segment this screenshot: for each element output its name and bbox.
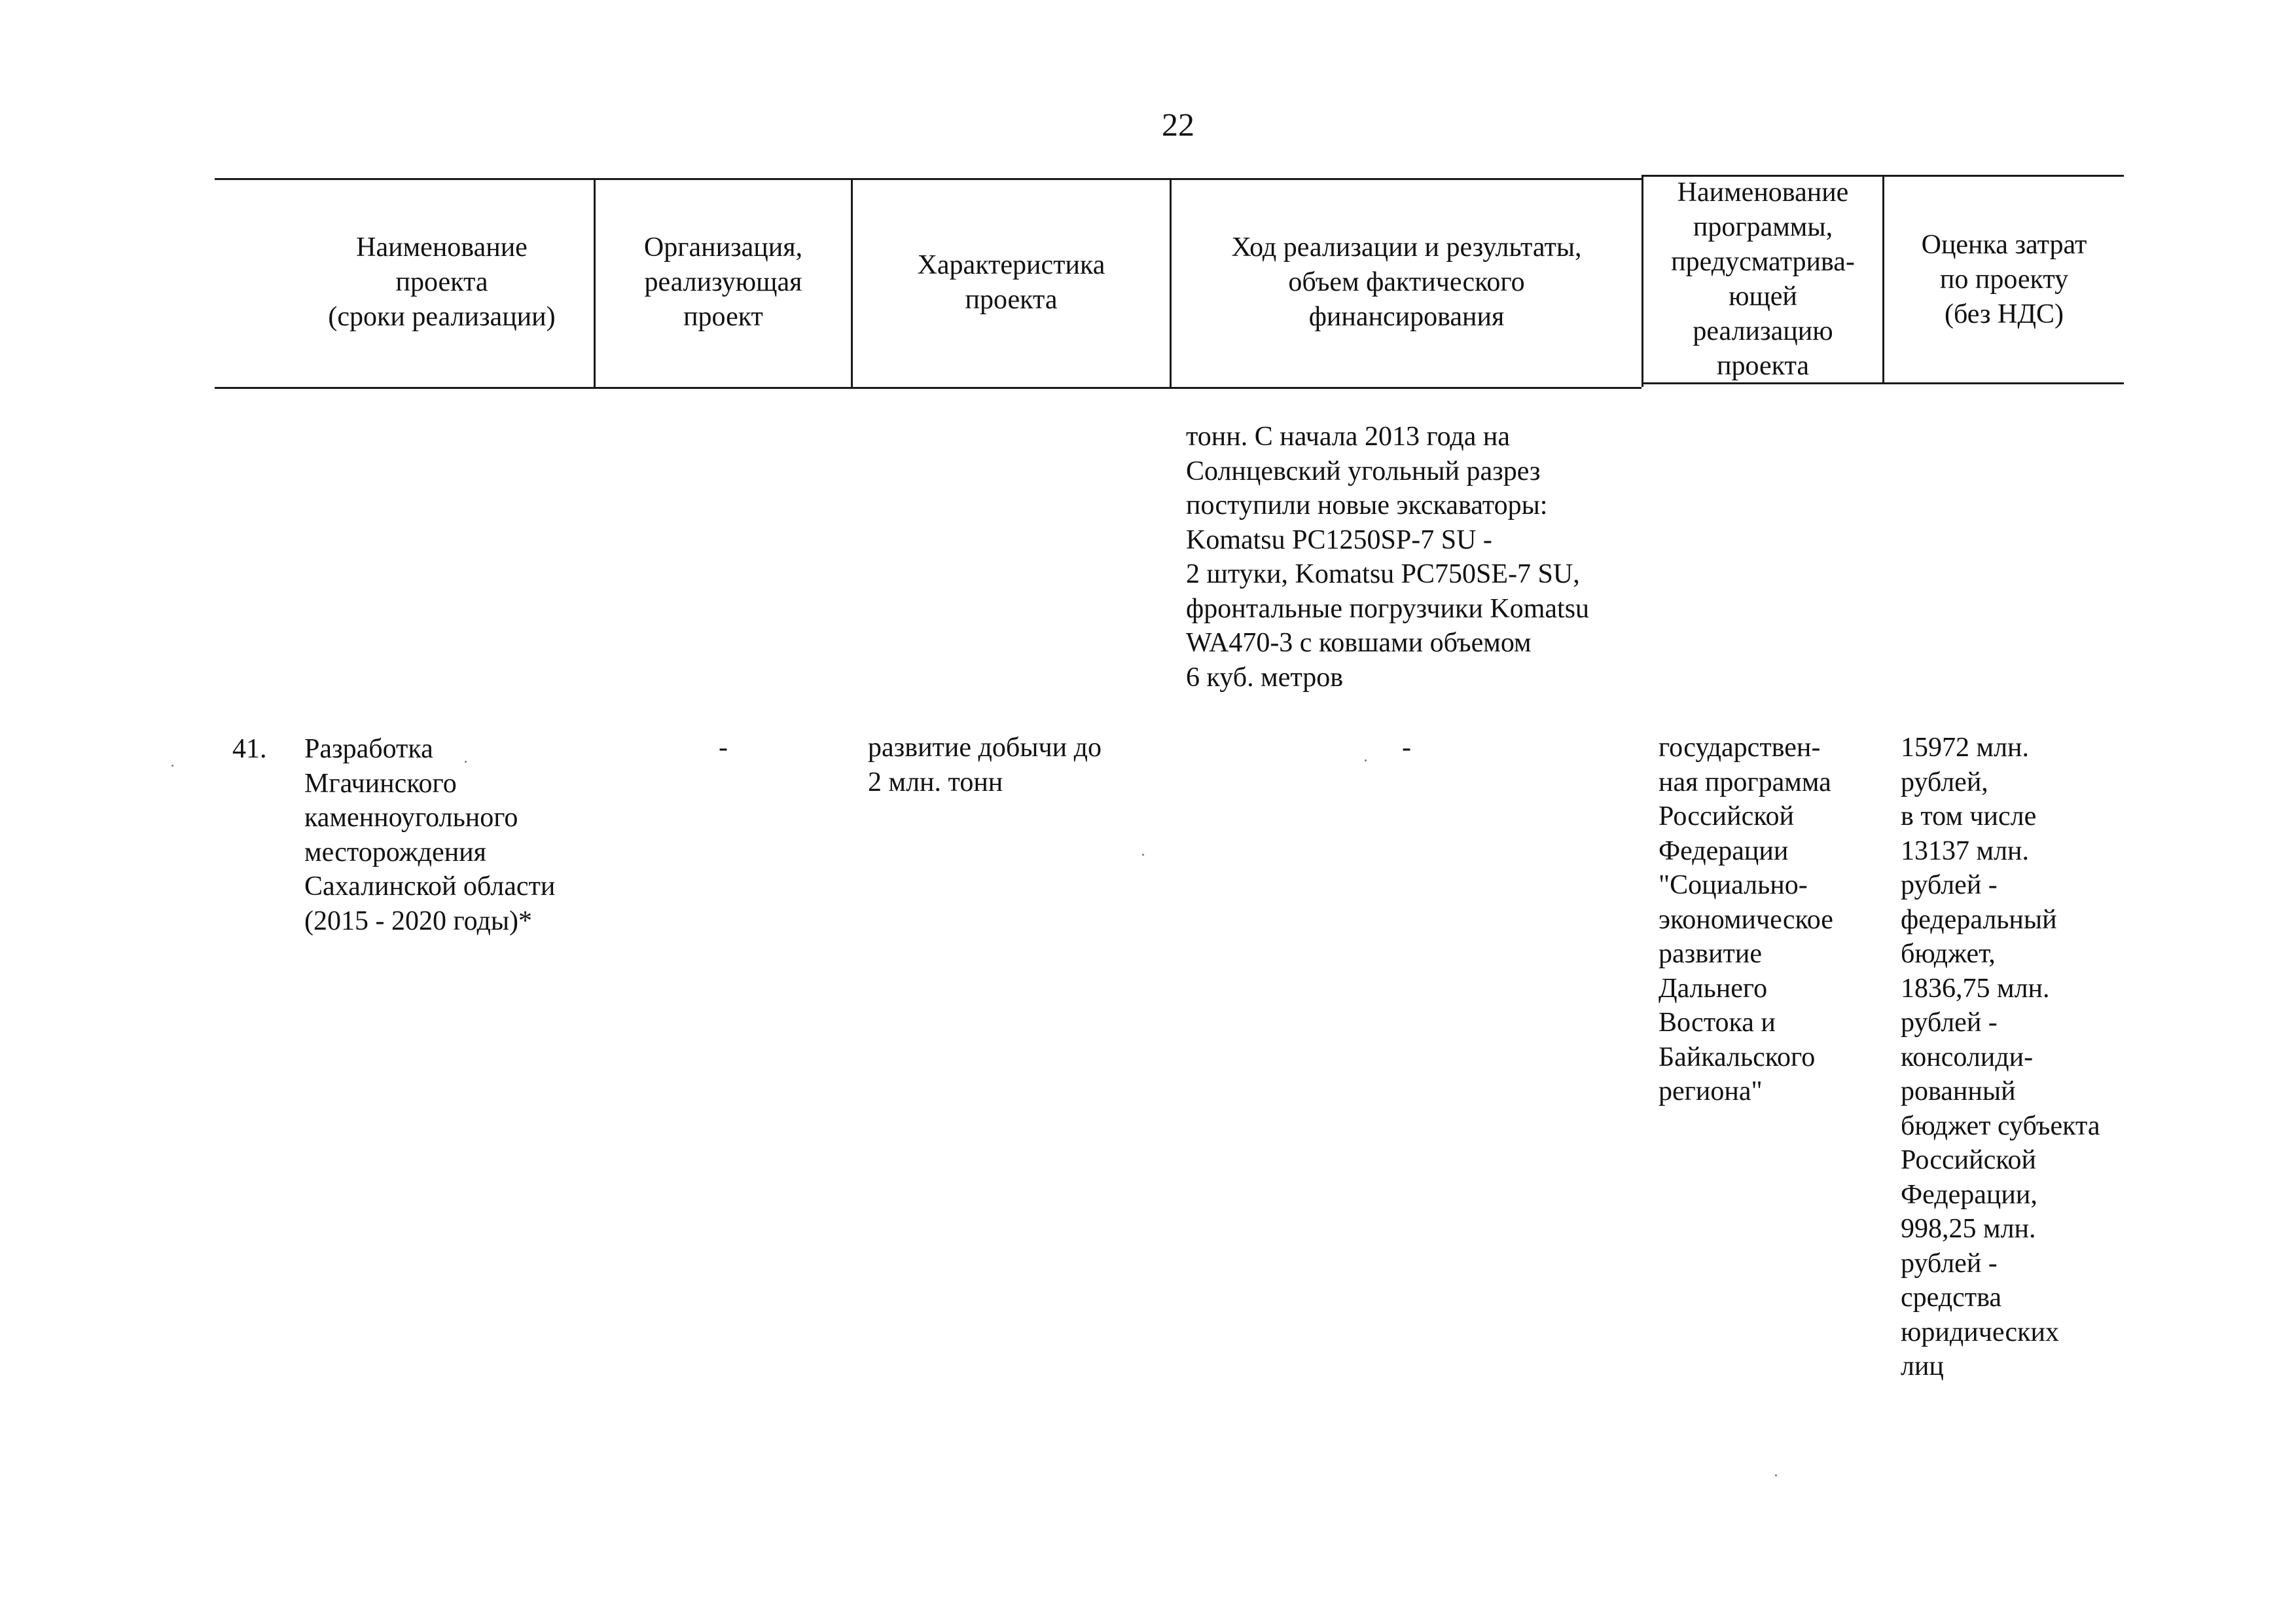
row-characteristic: развитие добычи до 2 млн. тонн [868, 733, 1102, 797]
scan-speck [1365, 759, 1367, 761]
row-progress: - [1402, 733, 1411, 763]
row-program: государствен- ная программа Российской Федерации "Социально- экономическое развитие Дальнего Востока и Байкальского региона" [1659, 733, 1833, 1106]
scan-speck [465, 761, 467, 763]
row-organization: - [719, 733, 728, 763]
header-characteristic: Характеристика проекта [917, 249, 1105, 315]
row-number: 41. [232, 734, 267, 764]
header-progress: Ход реализации и результаты, объем фактического финансирования [1231, 232, 1582, 332]
header-project-name: Наименование проекта (сроки реализации) [328, 232, 556, 332]
page-number: 22 [1162, 106, 1194, 143]
header-cost: Оценка затрат по проекту (без НДС) [1921, 229, 2087, 329]
header-program: Наименование программы, предусматрива- ющей реализацию проекта [1671, 177, 1855, 381]
scan-speck [1775, 1474, 1777, 1476]
row-project-name: Разработка Мгачинского каменноугольного месторождения Сахалинской области (2015 - 2020 годы)* [304, 734, 556, 936]
header-organization: Организация, реализующая проект [643, 232, 803, 332]
continuation-progress-text: тонн. С начала 2013 года на Солнцевский угольный разрез поступили новые экскаваторы: Komatsu PC1250SP-7 SU - 2 штуки, Komatsu PC750SE-7 SU, фронтальные погрузчики Komatsu WA470-3 с ковшами объемом 6 куб. метров [1186, 422, 1590, 693]
header-bottom-rule [215, 387, 1641, 389]
scan-speck [1142, 854, 1144, 856]
scan-speck [171, 765, 173, 767]
row-cost: 15972 млн. рублей, в том числе 13137 млн. рублей - федеральный бюджет, 1836,75 млн. рублей - консолиди- рованный бюджет субъекта Российской Федерации, 998,25 млн. рублей - средства юридических лиц [1901, 733, 2100, 1381]
